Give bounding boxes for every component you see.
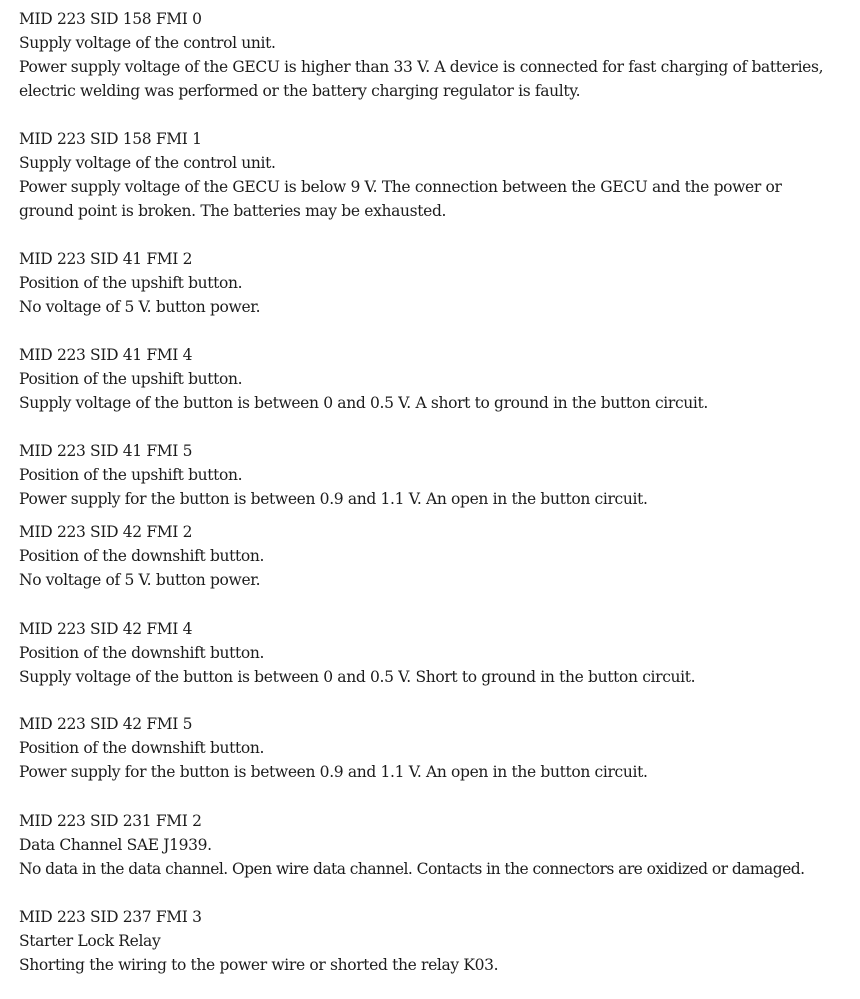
fault-code-id: MID 223 SID 42 FMI 5 bbox=[19, 715, 193, 733]
fault-code-component: Position of the downshift button. bbox=[19, 739, 265, 757]
fault-code-component: Position of the downshift button. bbox=[19, 547, 265, 565]
fault-code-id: MID 223 SID 158 FMI 1 bbox=[19, 130, 202, 148]
fault-code-component: Supply voltage of the control unit. bbox=[19, 34, 276, 52]
fault-code-description: No data in the data channel. Open wire data channel. Contacts in the connectors are oxidized or damaged. bbox=[19, 860, 805, 878]
fault-code-id: MID 223 SID 42 FMI 4 bbox=[19, 620, 193, 638]
fault-code-description: Power supply voltage of the GECU is higher than 33 V. A device is connected for fast charging of batteries, bbox=[19, 58, 824, 76]
fault-code-description: Power supply for the button is between 0.9 and 1.1 V. An open in the button circuit. bbox=[19, 763, 648, 781]
fault-code-description: Supply voltage of the button is between 0 and 0.5 V. A short to ground in the button circuit. bbox=[19, 394, 708, 412]
fault-code-description: Power supply voltage of the GECU is below 9 V. The connection between the GECU and the power or bbox=[19, 178, 782, 196]
fault-code-id: MID 223 SID 158 FMI 0 bbox=[19, 10, 202, 28]
fault-code-description: Supply voltage of the button is between 0 and 0.5 V. Short to ground in the button circuit. bbox=[19, 668, 696, 686]
fault-code-description: No voltage of 5 V. button power. bbox=[19, 298, 261, 316]
fault-code-description: Power supply for the button is between 0.9 and 1.1 V. An open in the button circuit. bbox=[19, 490, 648, 508]
fault-code-description: No voltage of 5 V. button power. bbox=[19, 571, 261, 589]
fault-code-id: MID 223 SID 41 FMI 4 bbox=[19, 346, 193, 364]
fault-code-component: Data Channel SAE J1939. bbox=[19, 836, 212, 854]
fault-code-component: Position of the upshift button. bbox=[19, 370, 243, 388]
fault-code-description: electric welding was performed or the battery charging regulator is faulty. bbox=[19, 82, 581, 100]
fault-code-id: MID 223 SID 237 FMI 3 bbox=[19, 908, 202, 926]
fault-code-component: Position of the downshift button. bbox=[19, 644, 265, 662]
fault-code-id: MID 223 SID 41 FMI 5 bbox=[19, 442, 193, 460]
fault-code-id: MID 223 SID 42 FMI 2 bbox=[19, 523, 193, 541]
fault-code-component: Position of the upshift button. bbox=[19, 466, 243, 484]
fault-code-description: ground point is broken. The batteries may be exhausted. bbox=[19, 202, 447, 220]
fault-code-component: Starter Lock Relay bbox=[19, 932, 161, 950]
fault-code-id: MID 223 SID 231 FMI 2 bbox=[19, 812, 202, 830]
fault-code-description: Shorting the wiring to the power wire or shorted the relay K03. bbox=[19, 956, 499, 974]
fault-code-component: Supply voltage of the control unit. bbox=[19, 154, 276, 172]
fault-code-component: Position of the upshift button. bbox=[19, 274, 243, 292]
fault-code-id: MID 223 SID 41 FMI 2 bbox=[19, 250, 193, 268]
